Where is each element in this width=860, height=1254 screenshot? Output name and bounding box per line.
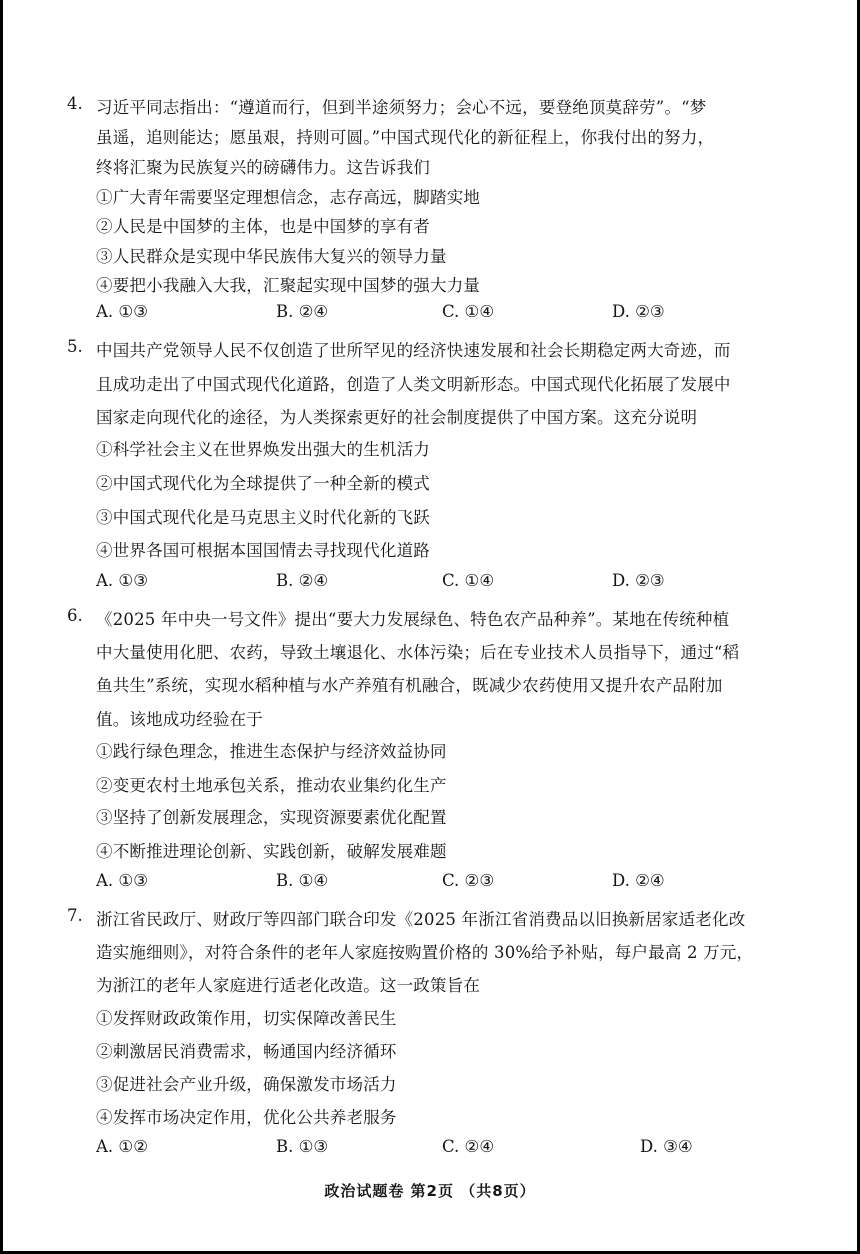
option-c: C. ①④ [442, 571, 495, 590]
option-a: A. ①③ [96, 871, 148, 890]
option-b: B. ①③ [276, 1137, 329, 1156]
question-stem-line: 终将汇聚为民族复兴的磅礴伟力。这告诉我们 [96, 158, 430, 177]
question-stem-line: 鱼共生”系统，实现水稻种植与水产养殖有机融合，既减少农药使用又提升农产品附加 [96, 676, 723, 695]
statement: ①发挥财政政策作用，切实保障改善民生 [96, 1009, 397, 1028]
statement: ④不断推进理论创新、实践创新，破解发展难题 [96, 842, 447, 861]
statement: ①科学社会主义在世界焕发出强大的生机活力 [96, 440, 430, 459]
statement: ②中国式现代化为全球提供了一种全新的模式 [96, 474, 430, 493]
option-c: C. ①④ [442, 302, 495, 321]
statement: ①广大青年需要坚定理想信念，志存高远，脚踏实地 [96, 188, 481, 207]
option-a: A. ①③ [96, 571, 148, 590]
option-d: D. ②③ [612, 571, 665, 590]
option-d: D. ②③ [612, 302, 665, 321]
question-stem-line: 中国共产党领导人民不仅创造了世所罕见的经济快速发展和社会长期稳定两大奇迹，而 [96, 341, 731, 360]
option-d: D. ②④ [612, 871, 665, 890]
option-c: C. ②④ [442, 1137, 495, 1156]
statement: ④世界各国可根据本国国情去寻找现代化道路 [96, 541, 430, 560]
statement: ②变更农村土地承包关系，推动农业集约化生产 [96, 776, 447, 795]
question-number: 7. [67, 906, 83, 925]
option-a: A. ①③ [96, 302, 148, 321]
option-a: A. ①② [96, 1137, 148, 1156]
statement: ③促进社会产业升级，确保激发市场活力 [96, 1075, 397, 1094]
option-c: C. ②③ [442, 871, 495, 890]
question-stem-line: 为浙江的老年人家庭进行适老化改造。这一政策旨在 [96, 976, 481, 995]
option-b: B. ②④ [276, 302, 329, 321]
statement: ③中国式现代化是马克思主义时代化新的飞跃 [96, 508, 430, 527]
question-stem-line: 《2025 年中央一号文件》提出“要大力发展绿色、特色农产品种养”。某地在传统种植 [96, 610, 730, 629]
question-stem-line: 虽遥，追则能达；愿虽艰，持则可圆。”中国式现代化的新征程上，你我付出的努力， [96, 128, 715, 147]
question-stem-line: 且成功走出了中国式现代化道路，创造了人类文明新形态。中国式现代化拓展了发展中 [96, 375, 731, 394]
statement: ②刺激居民消费需求，畅通国内经济循环 [96, 1042, 397, 1061]
question-stem-line: 值。该地成功经验在于 [96, 710, 263, 729]
option-b: B. ①④ [276, 871, 329, 890]
statement: ③人民群众是实现中华民族伟大复兴的领导力量 [96, 247, 447, 266]
page-footer: 政治试题卷 第2页 （共8页） [324, 1182, 536, 1200]
question-stem-line: 中大量使用化肥、农药，导致土壤退化、水体污染；后在专业技术人员指导下，通过“稻 [96, 643, 740, 662]
question-stem-line: 国家走向现代化的途径，为人类探索更好的社会制度提供了中国方案。这充分说明 [96, 408, 698, 427]
statement: ④发挥市场决定作用，优化公共养老服务 [96, 1108, 397, 1127]
question-stem-line: 造实施细则》，对符合条件的老年人家庭按购置价格的 30%给予补贴，每户最高 2 万元， [96, 943, 754, 962]
option-b: B. ②④ [276, 571, 329, 590]
question-stem-line: 浙江省民政厅、财政厅等四部门联合印发《2025 年浙江省消费品以旧换新居家适老化改 [96, 910, 746, 929]
question-number: 5. [67, 337, 83, 356]
statement: ②人民是中国梦的主体，也是中国梦的享有者 [96, 217, 430, 236]
question-number: 4. [67, 94, 83, 113]
statement: ④要把小我融入大我，汇聚起实现中国梦的强大力量 [96, 276, 481, 295]
question-number: 6. [67, 606, 83, 625]
statement: ①践行绿色理念，推进生态保护与经济效益协同 [96, 742, 447, 761]
option-d: D. ③④ [640, 1137, 693, 1156]
question-stem-line: 习近平同志指出：“遵道而行，但到半途须努力；会心不远，要登绝顶莫辞劳”。“梦 [96, 98, 707, 117]
statement: ③坚持了创新发展理念，实现资源要素优化配置 [96, 808, 447, 827]
